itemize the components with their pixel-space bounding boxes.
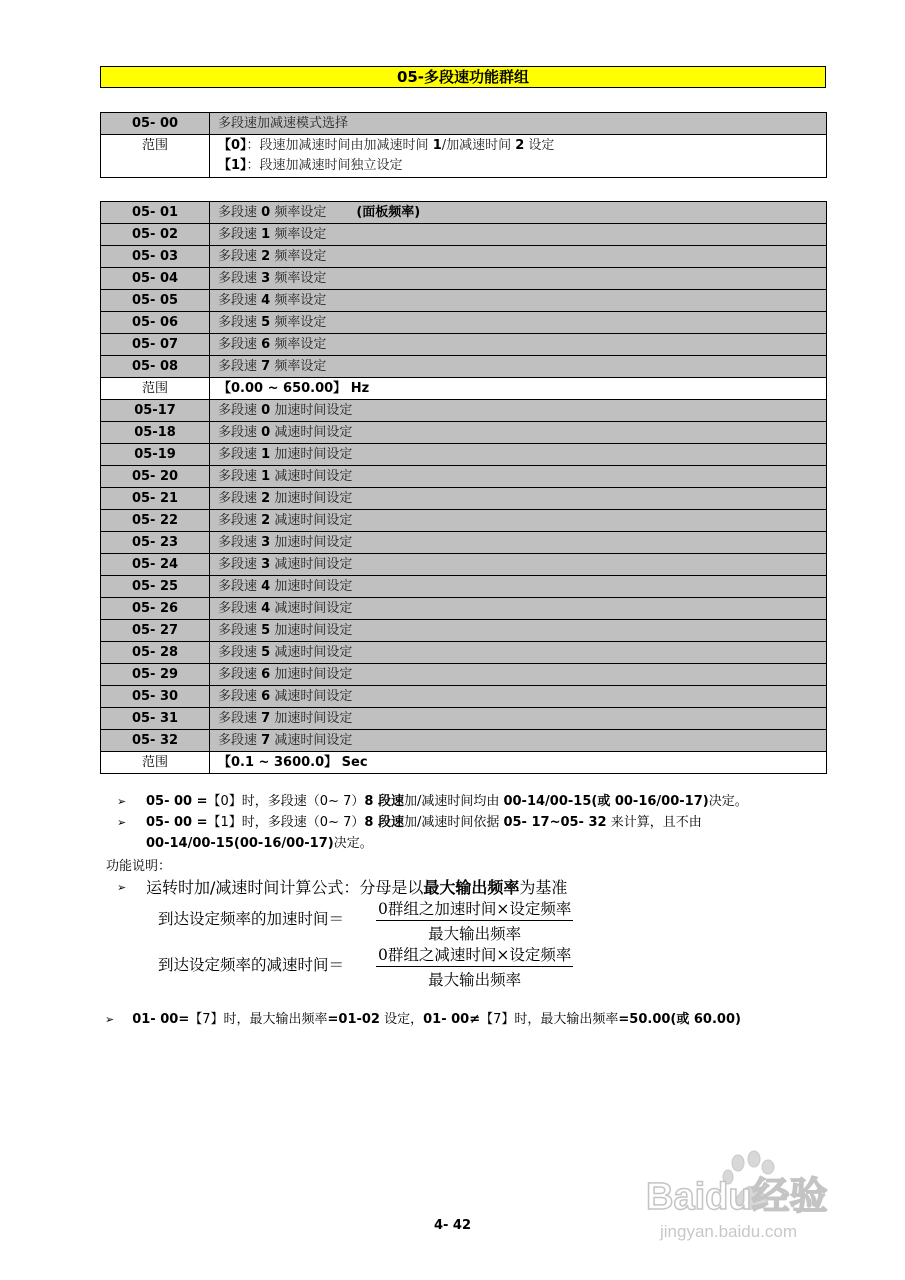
paw-toe (732, 1155, 744, 1171)
freq-rows (101, 202, 827, 378)
time-rows (101, 400, 827, 752)
option-0-text-c: 设定 (524, 138, 555, 153)
table-row (101, 400, 827, 422)
note-text: 【1】时，多段速（0~ 7） (207, 815, 365, 830)
speed-index: 2 (261, 513, 271, 528)
param-code: 05-17 (101, 400, 210, 422)
param-description (210, 488, 827, 510)
desc-prefix: 多段速 (218, 205, 262, 220)
param-code: 05- 28 (101, 642, 210, 664)
max-freq-note (105, 1008, 741, 1027)
speed-index: 0 (261, 403, 271, 418)
desc-suffix: 减速时间设定 (270, 601, 353, 616)
range-label: 范围 (101, 752, 210, 774)
param-code: 05- 25 (101, 576, 210, 598)
desc-suffix: 加速时间设定 (270, 623, 353, 638)
param-description (210, 268, 827, 290)
desc-prefix: 多段速 (218, 667, 262, 682)
table-row (101, 598, 827, 620)
speed-index: 0 (261, 205, 271, 220)
table-row (101, 356, 827, 378)
section-title: 05-多段速功能群组 (100, 66, 826, 88)
desc-prefix: 多段速 (218, 491, 262, 506)
param-code: 05- 32 (101, 730, 210, 752)
option-0-bracket: 【0】 (218, 138, 247, 153)
note-text: 加/减速时间均由 (403, 794, 504, 809)
speed-index: 5 (261, 623, 271, 638)
note-text: 【0】时，多段速（0~ 7） (207, 794, 365, 809)
table-row (101, 466, 827, 488)
notes (100, 791, 860, 854)
param-description (210, 664, 827, 686)
table-row (101, 532, 827, 554)
note-text: 05- 00 = (146, 815, 208, 830)
table-row (101, 686, 827, 708)
param-description (210, 708, 827, 730)
range-label: 范围 (101, 135, 210, 178)
desc-suffix: 频率设定 (270, 205, 327, 220)
note-text: 00-14/00-15(或 00-16/00-17) (503, 794, 709, 809)
param-code: 05- 05 (101, 290, 210, 312)
option-0-num2: 2 (515, 138, 525, 153)
table-row (101, 664, 827, 686)
param-description: 多段速加减速模式选择 (210, 113, 827, 135)
param-code: 05-19 (101, 444, 210, 466)
desc-prefix: 多段速 (218, 337, 262, 352)
watermark-brand: Baidu经验 (646, 1176, 828, 1218)
option-1 (218, 156, 826, 176)
multi-speed-table (100, 201, 827, 774)
desc-suffix: 加速时间设定 (270, 535, 353, 550)
note-text: 【7】时，最大输出频率 (189, 1012, 328, 1027)
desc-extra: (面板频率) (356, 205, 421, 220)
param-description (210, 290, 827, 312)
table-row (101, 620, 827, 642)
formula-denominator: 最大输出频率 (428, 925, 522, 943)
desc-prefix: 多段速 (218, 711, 262, 726)
table-row (101, 113, 827, 135)
arrow-bullet-icon: ➢ (117, 816, 127, 829)
table-row (101, 422, 827, 444)
param-code: 05- 27 (101, 620, 210, 642)
desc-prefix: 多段速 (218, 513, 262, 528)
speed-index: 5 (261, 315, 271, 330)
arrow-bullet-icon: ➢ (117, 881, 127, 894)
param-description (210, 554, 827, 576)
table-row (101, 312, 827, 334)
note-text: =50.00(或 60.00) (618, 1012, 741, 1027)
table-row (101, 642, 827, 664)
formula-intro (100, 877, 567, 898)
param-code: 05- 07 (101, 334, 210, 356)
desc-prefix: 多段速 (218, 227, 262, 242)
param-description (210, 598, 827, 620)
table-row (101, 135, 827, 178)
param-description (210, 422, 827, 444)
watermark-url: jingyan.baidu.com (660, 1222, 798, 1241)
page-number: 4- 42 (433, 1218, 472, 1233)
note-text: 05- 17~05- 32 (503, 815, 607, 830)
param-description (210, 202, 827, 224)
table-row (101, 224, 827, 246)
param-description (210, 312, 827, 334)
param-code: 05- 20 (101, 466, 210, 488)
table-row (101, 576, 827, 598)
param-description (210, 444, 827, 466)
arrow-bullet-icon: ➢ (117, 795, 127, 808)
baidu-watermark-logo (640, 1145, 870, 1255)
arrow-bullet-icon: ➢ (105, 1013, 115, 1026)
desc-suffix: 加速时间设定 (270, 491, 353, 506)
option-1-bracket: 【1】 (218, 158, 247, 173)
note-mode-1 (100, 812, 860, 854)
speed-index: 1 (261, 227, 271, 242)
desc-prefix: 多段速 (218, 733, 262, 748)
table-row (101, 246, 827, 268)
table-row (101, 488, 827, 510)
speed-index: 2 (261, 249, 271, 264)
intro-text: 运转时加/减速时间计算公式：分母是以 (146, 878, 424, 897)
speed-index: 5 (261, 645, 271, 660)
note-text: 01- 00= (132, 1012, 190, 1027)
option-1-text: ：段速加减速时间独立设定 (246, 158, 403, 173)
param-description (210, 686, 827, 708)
paw-toe (762, 1160, 774, 1174)
param-code: 05- 02 (101, 224, 210, 246)
param-description (210, 356, 827, 378)
option-0-num1: 1 (432, 138, 442, 153)
table-row (101, 730, 827, 752)
note-text: 加/减速时间依据 (403, 815, 504, 830)
note-text: 00-14/00-15(00-16/00-17) (146, 836, 334, 851)
speed-index: 4 (261, 579, 271, 594)
speed-index: 6 (261, 689, 271, 704)
mode-select-table (100, 112, 827, 178)
desc-suffix: 减速时间设定 (270, 513, 353, 528)
desc-prefix: 多段速 (218, 623, 262, 638)
param-code: 05- 31 (101, 708, 210, 730)
param-code: 05- 26 (101, 598, 210, 620)
param-code: 05-18 (101, 422, 210, 444)
time-range-value: 【0.1 ~ 3600.0】 Sec (210, 752, 827, 774)
param-description (210, 224, 827, 246)
param-description (210, 510, 827, 532)
desc-suffix: 频率设定 (270, 359, 327, 374)
speed-index: 4 (261, 601, 271, 616)
desc-suffix: 加速时间设定 (270, 579, 353, 594)
desc-prefix: 多段速 (218, 689, 262, 704)
desc-suffix: 频率设定 (270, 337, 327, 352)
desc-prefix: 多段速 (218, 645, 262, 660)
note-text: 设定， (379, 1012, 424, 1027)
desc-prefix: 多段速 (218, 403, 262, 418)
param-code: 05- 06 (101, 312, 210, 334)
desc-prefix: 多段速 (218, 293, 262, 308)
param-code: 05- 30 (101, 686, 210, 708)
intro-text: 为基准 (519, 878, 568, 897)
param-description (210, 576, 827, 598)
desc-suffix: 减速时间设定 (270, 645, 353, 660)
speed-index: 4 (261, 293, 271, 308)
param-code: 05- 21 (101, 488, 210, 510)
speed-index: 7 (261, 733, 271, 748)
desc-prefix: 多段速 (218, 249, 262, 264)
param-code: 05- 08 (101, 356, 210, 378)
range-label: 范围 (101, 378, 210, 400)
desc-suffix: 加速时间设定 (270, 667, 353, 682)
speed-index: 2 (261, 491, 271, 506)
table-row (101, 268, 827, 290)
time-range-row (101, 752, 827, 774)
speed-index: 6 (261, 337, 271, 352)
param-description (210, 466, 827, 488)
desc-prefix: 多段速 (218, 271, 262, 286)
param-code: 05- 04 (101, 268, 210, 290)
desc-suffix: 减速时间设定 (270, 469, 353, 484)
table-row (101, 444, 827, 466)
speed-index: 3 (261, 271, 271, 286)
note-text: 决定。 (708, 794, 748, 809)
desc-suffix: 频率设定 (270, 315, 327, 330)
desc-suffix: 加速时间设定 (270, 711, 353, 726)
param-description (210, 246, 827, 268)
desc-prefix: 多段速 (218, 447, 262, 462)
param-code: 05- 24 (101, 554, 210, 576)
param-code: 05- 00 (101, 113, 210, 135)
note-text: 05- 00 = (146, 794, 208, 809)
formula-fraction (376, 943, 573, 990)
range-options (210, 135, 827, 178)
table-row (101, 510, 827, 532)
option-0-text-b: /加减速时间 (441, 138, 516, 153)
note-text: 8 段速 (364, 815, 404, 830)
note-text: =01-02 (327, 1012, 380, 1027)
formula-numerator: 0群组之减速时间×设定频率 (376, 943, 573, 967)
desc-prefix: 多段速 (218, 315, 262, 330)
table-row (101, 334, 827, 356)
table-row (101, 554, 827, 576)
param-code: 05- 01 (101, 202, 210, 224)
param-code: 05- 29 (101, 664, 210, 686)
formula-numerator: 0群组之加速时间×设定频率 (376, 897, 573, 921)
desc-suffix: 频率设定 (270, 271, 327, 286)
table-row (101, 202, 827, 224)
desc-suffix: 加速时间设定 (270, 447, 353, 462)
note-mode-0 (100, 791, 860, 812)
formula-lhs: 到达设定频率的加速时间＝ (158, 910, 345, 928)
desc-suffix: 频率设定 (270, 227, 327, 242)
desc-suffix: 频率设定 (270, 293, 327, 308)
param-description (210, 620, 827, 642)
speed-index: 1 (261, 447, 271, 462)
note-text: 决定。 (333, 836, 373, 851)
function-title: 功能说明： (106, 859, 172, 874)
desc-prefix: 多段速 (218, 557, 262, 572)
desc-suffix: 减速时间设定 (270, 733, 353, 748)
formula-denominator: 最大输出频率 (428, 971, 522, 989)
param-description (210, 642, 827, 664)
desc-prefix: 多段速 (218, 425, 262, 440)
desc-prefix: 多段速 (218, 601, 262, 616)
desc-suffix: 减速时间设定 (270, 425, 353, 440)
table-row (101, 290, 827, 312)
param-description (210, 400, 827, 422)
desc-suffix: 减速时间设定 (270, 557, 353, 572)
speed-index: 7 (261, 711, 271, 726)
formula-fraction (376, 897, 573, 944)
param-description (210, 730, 827, 752)
note-text: 【7】时，最大输出频率 (480, 1012, 619, 1027)
speed-index: 6 (261, 667, 271, 682)
param-description (210, 532, 827, 554)
speed-index: 1 (261, 469, 271, 484)
param-code: 05- 23 (101, 532, 210, 554)
param-code: 05- 03 (101, 246, 210, 268)
desc-prefix: 多段速 (218, 535, 262, 550)
paw-toe (748, 1151, 760, 1167)
note-text: 来计算，且不由 (606, 815, 702, 830)
freq-range-row (101, 378, 827, 400)
speed-index: 3 (261, 557, 271, 572)
desc-prefix: 多段速 (218, 579, 262, 594)
desc-suffix: 减速时间设定 (270, 689, 353, 704)
option-0-text: ：段速加减速时间由加减速时间 (246, 138, 433, 153)
desc-prefix: 多段速 (218, 359, 262, 374)
intro-text-bold: 最大输出频率 (423, 878, 520, 897)
param-description (210, 334, 827, 356)
param-code: 05- 22 (101, 510, 210, 532)
speed-index: 0 (261, 425, 271, 440)
freq-range-value: 【0.00 ~ 650.00】 Hz (210, 378, 827, 400)
formula-lhs: 到达设定频率的减速时间＝ (158, 956, 345, 974)
note-text: 01- 00≠ (423, 1012, 481, 1027)
table-row (101, 708, 827, 730)
speed-index: 3 (261, 535, 271, 550)
option-0 (218, 136, 826, 156)
speed-index: 7 (261, 359, 271, 374)
desc-prefix: 多段速 (218, 469, 262, 484)
note-text: 8 段速 (364, 794, 404, 809)
desc-suffix: 加速时间设定 (270, 403, 353, 418)
desc-suffix: 频率设定 (270, 249, 327, 264)
